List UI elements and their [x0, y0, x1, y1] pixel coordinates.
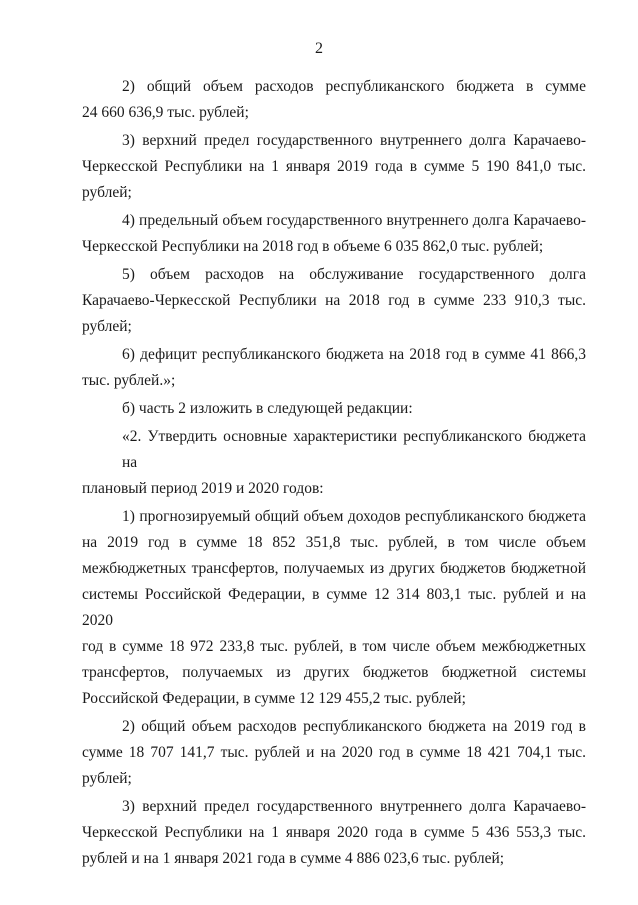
paragraph-part-2-amendment	[82, 396, 586, 422]
paragraph-line: Черкесской Республики на 1 января 2019 года в сумме 5 190 841,0 тыс.	[82, 158, 586, 175]
paragraph-line: трансфертов, получаемых из других бюджетов бюджетной системы	[82, 664, 586, 681]
paragraph-planning-period	[82, 424, 586, 502]
paragraph-line: тыс. рублей.»;	[82, 372, 176, 389]
paragraph-line: Черкесской Республики на 1 января 2020 года в сумме 5 436 553,3 тыс.	[82, 824, 586, 841]
paragraph-line: год в сумме 18 972 233,8 тыс. рублей, в том числе объем межбюджетных	[82, 638, 586, 655]
paragraph-max-debt-2018	[82, 208, 586, 260]
paragraph-line: 2) общий объем расходов республиканского бюджета в сумме	[122, 78, 586, 95]
paragraph-line: сумме 18 707 141,7 тыс. рублей и на 2020 год в сумме 18 421 704,1 тыс.	[82, 744, 586, 761]
paragraph-deficit-2018	[82, 342, 586, 394]
paragraph-debt-service-2018	[82, 262, 586, 340]
paragraph-line: рублей;	[82, 318, 132, 335]
paragraph-line: 2) общий объем расходов республиканского бюджета на 2019 год в	[122, 718, 586, 735]
document-body	[82, 74, 586, 872]
paragraph-debt-limit-2019	[82, 128, 586, 206]
paragraph-line: межбюджетных трансфертов, получаемых из других бюджетов бюджетной	[82, 560, 586, 577]
paragraph-line: «2. Утвердить основные характеристики республиканского бюджета на	[122, 428, 586, 471]
paragraph-debt-limit-2020-2021	[82, 794, 586, 872]
paragraph-line: на 2019 год в сумме 18 852 351,8 тыс. рублей, в том числе объем	[82, 534, 586, 551]
paragraph-line: Карачаево-Черкесской Республики на 2018 год в сумме 233 910,3 тыс.	[82, 292, 586, 309]
paragraph-revenue-2019-2020	[82, 504, 586, 712]
paragraph-line: б) часть 2 изложить в следующей редакции:	[122, 400, 413, 417]
paragraph-line: 5) объем расходов на обслуживание государственного долга	[122, 266, 586, 283]
paragraph-line: рублей;	[82, 770, 132, 787]
paragraph-line: 6) дефицит республиканского бюджета на 2018 год в сумме 41 866,3	[122, 346, 586, 363]
paragraph-line: Российской Федерации, в сумме 12 129 455,2 тыс. рублей;	[82, 690, 466, 707]
paragraph-line: 3) верхний предел государственного внутреннего долга Карачаево-	[122, 798, 586, 815]
paragraph-line: системы Российской Федерации, в сумме 12 314 803,1 тыс. рублей и на 2020	[82, 586, 586, 629]
paragraph-line: рублей и на 1 января 2021 года в сумме 4 886 023,6 тыс. рублей;	[82, 850, 505, 867]
paragraph-line: 1) прогнозируемый общий объем доходов республиканского бюджета	[122, 508, 586, 525]
paragraph-line: Черкесской Республики на 2018 год в объеме 6 035 862,0 тыс. рублей;	[82, 238, 544, 255]
page-number: 2	[315, 40, 323, 57]
paragraph-expenditure-2018	[82, 74, 586, 126]
paragraph-line: 4) предельный объем государственного внутреннего долга Карачаево-	[122, 212, 586, 229]
paragraph-line: 3) верхний предел государственного внутреннего долга Карачаево-	[122, 132, 586, 149]
paragraph-line: 24 660 636,9 тыс. рублей;	[82, 104, 249, 121]
paragraph-expenditure-2019-2020	[82, 714, 586, 792]
paragraph-line: плановый период 2019 и 2020 годов:	[82, 480, 324, 497]
paragraph-line: рублей;	[82, 184, 132, 201]
